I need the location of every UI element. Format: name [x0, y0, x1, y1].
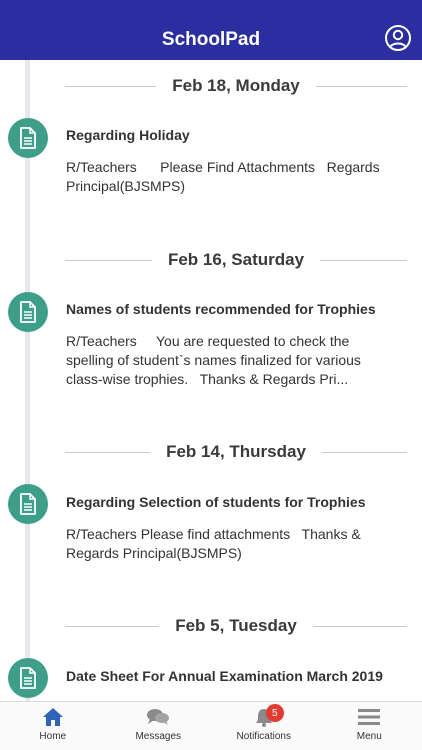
divider	[65, 86, 156, 87]
post-body[interactable]: R/Teachers Please find attachments Thanks & Regards Principal(BJSMPS)	[66, 526, 365, 561]
document-icon	[8, 658, 48, 698]
divider	[65, 626, 159, 627]
document-icon	[8, 292, 48, 332]
post-title[interactable]: Regarding Selection of students for Trophies	[66, 494, 366, 510]
hamburger-menu-icon	[358, 706, 380, 728]
nav-label: Messages	[135, 731, 182, 742]
home-icon	[42, 706, 64, 728]
divider	[65, 260, 152, 261]
nav-label: Notifications	[236, 731, 291, 742]
app-header	[0, 0, 422, 60]
post-title[interactable]: Names of students recommended for Trophies	[66, 301, 376, 317]
notice-feed[interactable]	[0, 60, 422, 701]
notification-badge: 5	[266, 704, 284, 722]
chat-bubbles-icon	[146, 706, 170, 728]
nav-label: Menu	[356, 731, 382, 742]
post-body[interactable]: R/Teachers Please Find Attachments Regards Principal(BJSMPS)	[66, 159, 384, 194]
bottom-nav	[0, 701, 422, 750]
user-circle-icon[interactable]	[385, 25, 411, 51]
document-icon	[8, 118, 48, 158]
post-body[interactable]: R/Teachers You are requested to check the spelling of student`s names finalized for various class-wise trophies. Thanks & Regards Pri...	[66, 333, 365, 387]
post-title[interactable]: Date Sheet For Annual Examination March 2019	[66, 668, 383, 684]
divider	[320, 260, 407, 261]
divider	[65, 452, 150, 453]
date-separator	[65, 437, 407, 467]
post-title[interactable]: Regarding Holiday	[66, 127, 190, 143]
date-label: Feb 18, Monday	[172, 76, 300, 95]
nav-messages[interactable]	[106, 702, 212, 750]
date-label: Feb 14, Thursday	[166, 442, 306, 461]
divider	[313, 626, 407, 627]
document-icon	[8, 484, 48, 524]
app-title: SchoolPad	[161, 29, 261, 50]
date-separator	[65, 245, 407, 275]
divider	[316, 86, 407, 87]
date-label: Feb 16, Saturday	[167, 250, 305, 269]
nav-menu[interactable]	[317, 702, 422, 750]
divider	[322, 452, 407, 453]
date-separator	[65, 611, 407, 641]
nav-home[interactable]	[0, 702, 106, 750]
date-label: Feb 5, Tuesday	[175, 616, 297, 635]
date-separator	[65, 71, 407, 101]
nav-label: Home	[39, 731, 67, 742]
nav-notifications[interactable]	[211, 702, 317, 750]
